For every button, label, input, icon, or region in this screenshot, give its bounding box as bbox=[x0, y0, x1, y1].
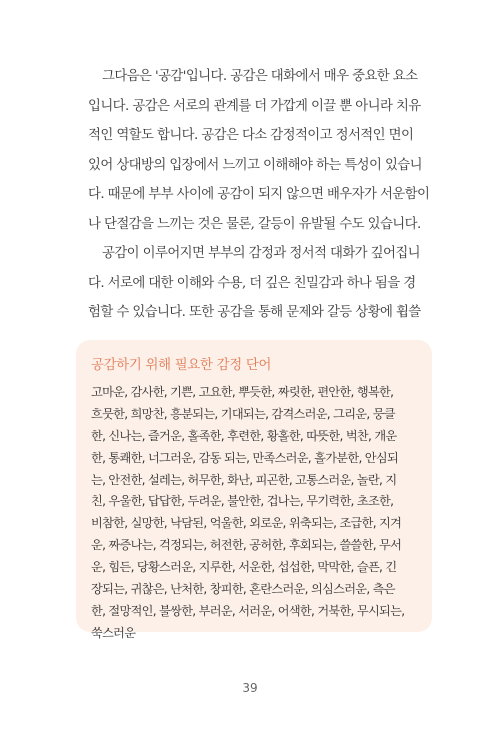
emotion-words-line: 한, 절망적인, 불쌍한, 부러운, 서러운, 어색한, 거북한, 무시되는, bbox=[91, 603, 405, 618]
emotion-words-line: 친, 우울한, 답답한, 두려운, 불안한, 겁나는, 무기력한, 초조한, bbox=[91, 494, 394, 509]
body-line: 있어 상대방의 입장에서 느끼고 이해해야 하는 특성이 있습니 bbox=[88, 157, 422, 173]
emotion-words-line: 쑥스러운 bbox=[91, 625, 136, 640]
emotion-words-line: 운, 힘든, 당황스러운, 지루한, 서운한, 섭섭한, 막막한, 슬픈, 긴 bbox=[91, 560, 397, 575]
body-line: 공감이 이루어지면 부부의 감정과 정서적 대화가 깊어집니 bbox=[102, 246, 420, 261]
body-line: 험할 수 있습니다. 또한 공감을 통해 문제와 갈등 상황에 휩쓸 bbox=[88, 305, 421, 320]
emotion-words-line: 고마운, 감사한, 기쁜, 고요한, 뿌듯한, 짜릿한, 편안한, 행복한, bbox=[91, 385, 394, 399]
body-line: 다. 때문에 부부 사이에 공감이 되지 않으면 배우자가 서운함이 bbox=[88, 187, 430, 202]
emotion-words-line: 한, 통쾌한, 너그러운, 감동 되는, 만족스러운, 홀가분한, 안심되 bbox=[91, 450, 399, 465]
emotion-words-line: 는, 안전한, 설레는, 허무한, 화난, 피곤한, 고통스러운, 놀란, 지 bbox=[91, 472, 397, 487]
page-number: 39 bbox=[242, 681, 258, 695]
emotion-words-line: 한, 신나는, 즐거운, 홀족한, 후련한, 황홀한, 따뜻한, 벅찬, 개운 bbox=[91, 428, 397, 443]
body-line: 입니다. 공감은 서로의 관계를 더 가깝게 이끌 뿐 아니라 치유 bbox=[88, 98, 421, 114]
emotion-words-line: 흐뭇한, 희망찬, 흥분되는, 기대되는, 감격스러운, 그리운, 뭉클 bbox=[91, 406, 395, 421]
emotion-words-box bbox=[76, 340, 432, 640]
emotion-words-line: 비참한, 실망한, 낙담된, 억울한, 외로운, 위축되는, 조급한, 지겨 bbox=[91, 516, 402, 531]
emotion-words-line: 장되는, 귀찮은, 난처한, 창피한, 혼란스러운, 의심스러운, 측은 bbox=[91, 582, 395, 597]
body-line: 다. 서로에 대한 이해와 수용, 더 깊은 친밀감과 하나 됨을 경 bbox=[88, 275, 416, 291]
body-line: 나 단절감을 느끼는 것은 물론, 갈등이 유발될 수도 있습니다. bbox=[88, 216, 421, 232]
body-line: 적인 역할도 합니다. 공감은 다소 감정적이고 정서적인 면이 bbox=[88, 128, 414, 143]
emotion-words-line: 운, 짜증나는, 걱정되는, 허전한, 공허한, 후회되는, 쓸쓸한, 무서 bbox=[91, 538, 402, 553]
emotion-words-title: 공감하기 위해 필요한 감정 단어 bbox=[91, 358, 272, 373]
body-paragraphs bbox=[88, 62, 433, 328]
body-line: 그다음은 '공감'입니다. 공감은 대화에서 매우 중요한 요소 bbox=[102, 69, 418, 84]
emotion-words-list bbox=[91, 382, 421, 645]
